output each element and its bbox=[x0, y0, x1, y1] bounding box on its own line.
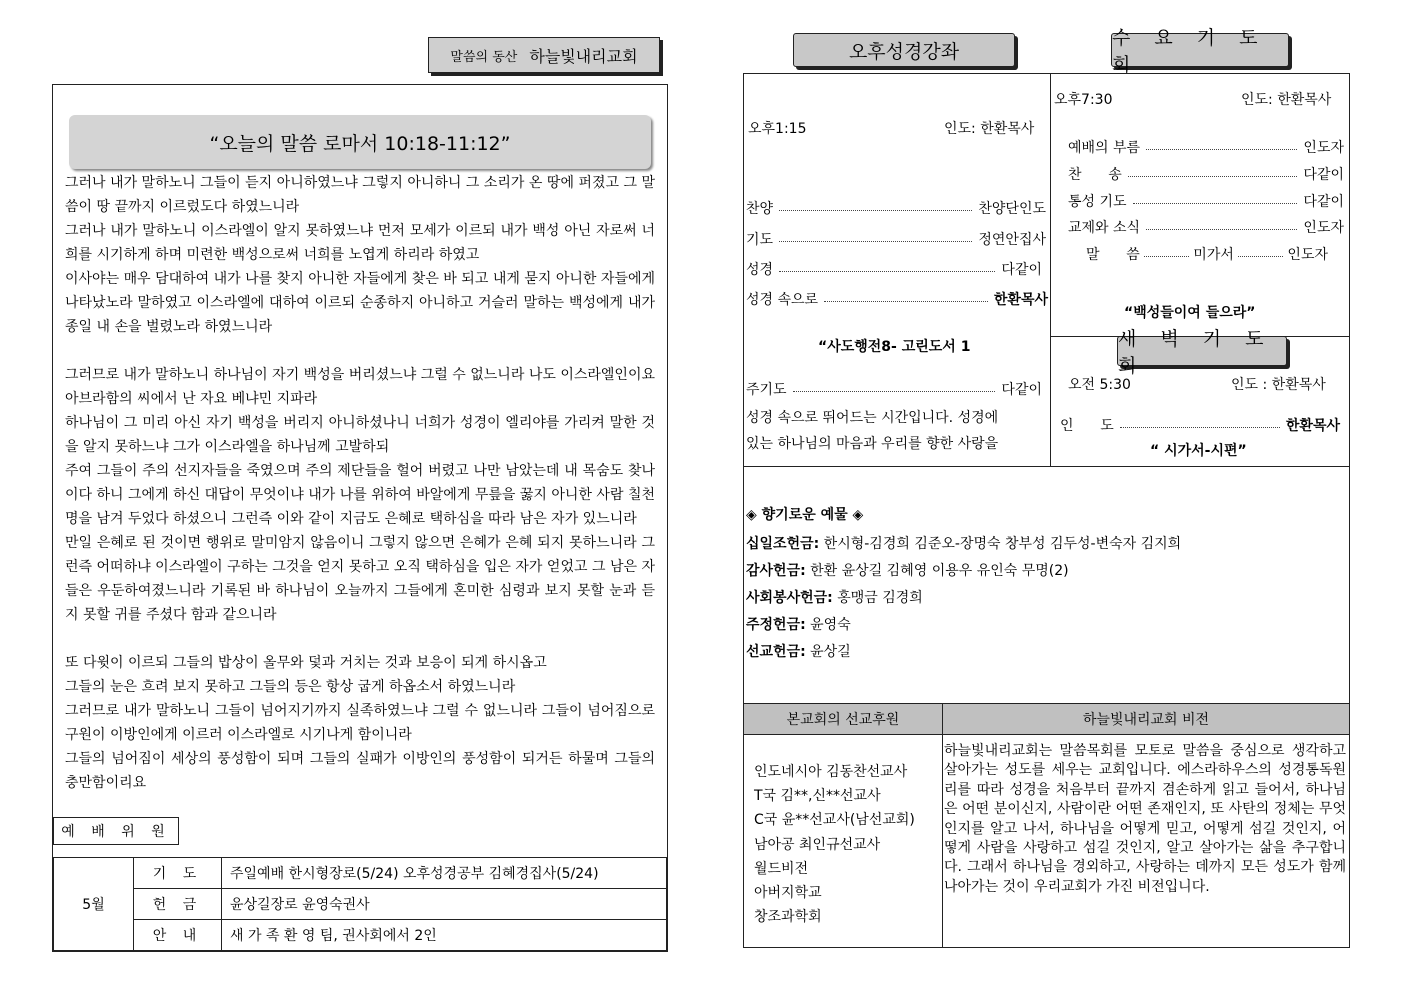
list-item: 인도네시아 김동찬선교사 bbox=[754, 764, 908, 780]
wednesday-prayer-title: 수 요 기 도 회 bbox=[1111, 33, 1289, 67]
sermon-book: 미가서 bbox=[1193, 247, 1234, 263]
afternoon-study-title: 오후성경강좌 bbox=[793, 33, 1015, 67]
offering-names: 윤상길 bbox=[805, 644, 851, 660]
list-item: T국 김**,신**선교사 bbox=[754, 788, 881, 805]
order-value: 인도자 bbox=[1303, 220, 1344, 236]
order-label: 기도 bbox=[746, 232, 774, 248]
order-label: 찬 송 bbox=[1068, 167, 1122, 183]
role-cell: 안 내 bbox=[134, 920, 222, 951]
wednesday-sermon-row bbox=[1086, 244, 1328, 264]
offering-label: 사회봉사헌금: bbox=[746, 590, 833, 606]
list-item: 창조과학회 bbox=[754, 909, 822, 926]
offerings-heading: ◈ 향기로운 예물 ◈ bbox=[746, 507, 864, 523]
dawn-order-item bbox=[1060, 415, 1340, 435]
offering-names: 홍맹금 김경희 bbox=[832, 590, 923, 606]
scripture-paragraph: 그러므로 내가 말하노니 하나님이 자기 백성을 버리셨느냐 그럴 수 없느니라 나도 이스라엘인이요 아브라함의 씨에서 난 자요 베냐민 지파라 bbox=[65, 367, 655, 407]
column-divider bbox=[942, 703, 943, 948]
scripture-paragraph: 그러므로 내가 말하노니 그들이 넘어지기까지 실족하였느냐 그럴 수 없느니라 그들이 넘어짐으로 구원이 이방인에게 이르러 이스라엘로 시기나게 함이니라 bbox=[65, 703, 655, 743]
list-item: 아버지학교 bbox=[754, 885, 822, 902]
order-label: 성경 속으로 bbox=[746, 292, 819, 308]
dawn-time: 오전 5:30 bbox=[1068, 377, 1131, 393]
section-divider bbox=[744, 466, 1349, 467]
role-cell: 헌 금 bbox=[134, 889, 222, 920]
table-row bbox=[54, 889, 667, 920]
offering-names: 한환 윤상길 김혜영 이용우 유인숙 무명(2) bbox=[805, 563, 1069, 579]
wednesday-leader: 인도: 한환목사 bbox=[1241, 92, 1332, 108]
table-row bbox=[54, 858, 667, 889]
offering-label: 주정헌금: bbox=[746, 617, 806, 633]
scripture-paragraph: 하나님이 그 미리 아신 자기 백성을 버리지 아니하셨나니 너희가 성경이 엘리야를 가리켜 말한 것을 알지 못하느냐 그가 이스라엘을 하나님께 고발하되 bbox=[65, 415, 655, 455]
order-label: 통성 기도 bbox=[1068, 194, 1127, 210]
offering-names: 윤영숙 bbox=[805, 617, 851, 633]
order-value: 다같이 bbox=[1303, 194, 1344, 210]
role-value-cell: 새 가 족 환 영 팀, 권사회에서 2인 bbox=[222, 920, 667, 951]
afternoon-time: 오후1:15 bbox=[748, 121, 807, 137]
afternoon-order-item bbox=[746, 259, 1042, 279]
order-value: 정연안집사 bbox=[978, 232, 1046, 248]
afternoon-order-item bbox=[746, 229, 1046, 249]
schedule-panel bbox=[743, 73, 1350, 948]
section-divider bbox=[744, 734, 1349, 735]
order-value: 다같이 bbox=[1001, 382, 1042, 398]
wednesday-order-item bbox=[1068, 164, 1344, 184]
offering-row bbox=[746, 533, 1181, 553]
offering-names: 한시형-김경희 김준오-장명숙 창부성 김두성-변숙자 김지희 bbox=[819, 536, 1182, 552]
tag-church-name: 하늘빛내리교회 bbox=[529, 46, 638, 66]
wednesday-title: “백성들이여 들으라” bbox=[1124, 305, 1256, 321]
offering-label: 십일조헌금: bbox=[746, 536, 820, 552]
role-cell: 기 도 bbox=[134, 858, 222, 889]
afternoon-order-item bbox=[746, 198, 1046, 218]
tag-subtitle: 말씀의 동산 bbox=[450, 49, 518, 65]
role-value-cell: 윤상길장로 윤영숙권사 bbox=[222, 889, 667, 920]
verse-title: “오늘의 말씀 로마서 10:18-11:12” bbox=[69, 115, 651, 169]
scripture-panel bbox=[52, 84, 668, 952]
afternoon-note: 있는 하나님의 마음과 우리를 향한 사랑을 bbox=[746, 436, 999, 452]
scripture-paragraph: 그러나 내가 말하노니 그들이 듣지 아니하였느냐 그렇지 아니하니 그 소리가 온 땅에 퍼졌고 그 말씀이 땅 끝까지 이르렀도다 하였느니라 bbox=[65, 175, 655, 215]
offering-label: 감사헌금: bbox=[746, 563, 806, 579]
worship-roles-table bbox=[53, 857, 667, 951]
scripture-paragraph: 이사야는 매우 담대하여 내가 나를 찾지 아니한 자들에게 찾은 바 되고 내게 묻지 아니한 자들에게 나타났노라 말하였고 이스라엘에 대하여 이르되 순종하지 아니하고 거슬러 말하는 백성에게 내가 종일 내 손을 벌렸노라 하였느니라 bbox=[65, 271, 655, 335]
afternoon-order-item bbox=[746, 379, 1042, 399]
role-value-cell: 주일예배 한시형장로(5/24) 오후성경공부 김혜경집사(5/24) bbox=[222, 858, 667, 889]
order-label: 주기도 bbox=[746, 382, 787, 398]
order-value: 인도자 bbox=[1287, 247, 1328, 263]
list-item: 월드비전 bbox=[754, 860, 809, 877]
wednesday-time: 오후7:30 bbox=[1054, 92, 1113, 108]
mission-header: 본교회의 선교후원 bbox=[744, 704, 942, 734]
wednesday-order-item bbox=[1068, 191, 1344, 211]
order-label: 인 도 bbox=[1060, 418, 1114, 434]
scripture-text bbox=[65, 171, 655, 795]
dawn-title: “ 시가서-시편” bbox=[1150, 443, 1247, 459]
scripture-paragraph: 그들의 넘어짐이 세상의 풍성함이 되며 그들의 실패가 이방인의 풍성함이 되거든 하물며 그들의 충만함이리요 bbox=[65, 751, 655, 791]
order-value: 다같이 bbox=[1303, 167, 1344, 183]
order-label: 교제와 소식 bbox=[1068, 220, 1141, 236]
order-value: 한환목사 bbox=[1285, 418, 1340, 434]
order-label: 성경 bbox=[746, 262, 774, 278]
dawn-leader: 인도 : 한환목사 bbox=[1231, 377, 1326, 393]
offering-row bbox=[746, 560, 1069, 580]
afternoon-subject: “사도행전8- 고린도서 1 bbox=[818, 339, 971, 355]
list-item: C국 윤**선교사(남선교회) bbox=[754, 812, 915, 829]
church-tag bbox=[428, 37, 660, 73]
wednesday-order-item bbox=[1068, 137, 1344, 157]
mission-list bbox=[754, 760, 915, 929]
dawn-prayer-title: 새 벽 기 도 회 bbox=[1117, 336, 1287, 366]
order-value: 한환목사 bbox=[993, 292, 1048, 308]
wednesday-order-item bbox=[1068, 217, 1344, 237]
scripture-paragraph: 그들의 눈은 흐려 보지 못하고 그들의 등은 항상 굽게 하옵소서 하였느니라 bbox=[65, 679, 516, 695]
offering-row bbox=[746, 587, 923, 607]
order-label: 예배의 부름 bbox=[1068, 140, 1141, 156]
order-label: 말 씀 bbox=[1086, 247, 1140, 263]
order-label: 찬양 bbox=[746, 201, 774, 217]
scripture-paragraph: 그러나 내가 말하노니 이스라엘이 알지 못하였느냐 먼저 모세가 이르되 내가 백성 아닌 자로써 너희를 시기하게 하며 미련한 백성으로써 너희를 노엽게 하리라 하였고 bbox=[65, 223, 655, 263]
scripture-paragraph: 주여 그들이 주의 선지자들을 죽였으며 주의 제단들을 헐어 버렸고 나만 남았는데 내 목숨도 찾나이다 하니 그에게 하신 대답이 무엇이냐 내가 나를 위하여 바알에게 무릎을 꿇지 아니한 사람 칠천 명을 남겨 두었다 하셨으니 그런즉 이와 같이 지금도 은혜로 택하심을 따라 남은 자가 있느니라 bbox=[65, 463, 655, 527]
scripture-paragraph: 또 다윗이 이르되 그들의 밥상이 올무와 덫과 거치는 것과 보응이 되게 하시옵고 bbox=[65, 655, 547, 671]
afternoon-note: 성경 속으로 뛰어드는 시간입니다. 성경에 bbox=[746, 410, 999, 426]
offering-label: 선교헌금: bbox=[746, 644, 806, 660]
afternoon-order-item bbox=[746, 289, 1048, 309]
offering-row bbox=[746, 641, 851, 661]
order-value: 찬양단인도 bbox=[978, 201, 1046, 217]
scripture-paragraph: 만일 은혜로 된 것이면 행위로 말미암지 않음이니 그렇지 않으면 은혜가 은혜 되지 못하느니라 그런즉 어떠하냐 이스라엘이 구하는 그것을 얻지 못하고 오직 택하심을 입은 자가 얻었고 그 남은 자들은 우둔하여졌느니라 기록된 바 하나님이 오늘까지 그들에게 혼미한 심령과 보지 못할 눈과 듣지 못할 귀를 주셨다 함과 같으니라 bbox=[65, 535, 655, 623]
month-cell: 5월 bbox=[54, 858, 134, 951]
vision-header: 하늘빛내리교회 비전 bbox=[943, 704, 1349, 734]
order-value: 인도자 bbox=[1303, 140, 1344, 156]
afternoon-leader: 인도: 한환목사 bbox=[944, 121, 1035, 137]
column-divider bbox=[1050, 74, 1051, 466]
table-row bbox=[54, 920, 667, 951]
offering-row bbox=[746, 614, 851, 634]
order-value: 다같이 bbox=[1001, 262, 1042, 278]
worship-committee-label: 예 배 위 원 bbox=[53, 817, 179, 845]
vision-text: 하늘빛내리교회는 말씀목회를 모토로 말씀을 중심으로 생각하고 살아가는 성도를 세우는 교회입니다. 에스라하우스의 성경통독원리를 따라 성경을 처음부터 끝까지 겸손하게 읽고 들어서, 하나님은 어떤 분이신지, 사람이란 어떤 존재인지, 또 사탄의 정체는 무엇인지를 알고 나서, 하나님을 어떻게 믿고, 어떻게 섬길 것인지, 어떻게 사람을 사랑하고 섬길 것인지, 알고 살아가는 삶을 추구합니다. 그래서 하나님을 경외하고, 사랑하는 데까지 모든 성도가 함께 나아가는 것이 우리교회가 가진 비전입니다. bbox=[944, 743, 1346, 895]
list-item: 남아공 최인규선교사 bbox=[754, 836, 881, 853]
